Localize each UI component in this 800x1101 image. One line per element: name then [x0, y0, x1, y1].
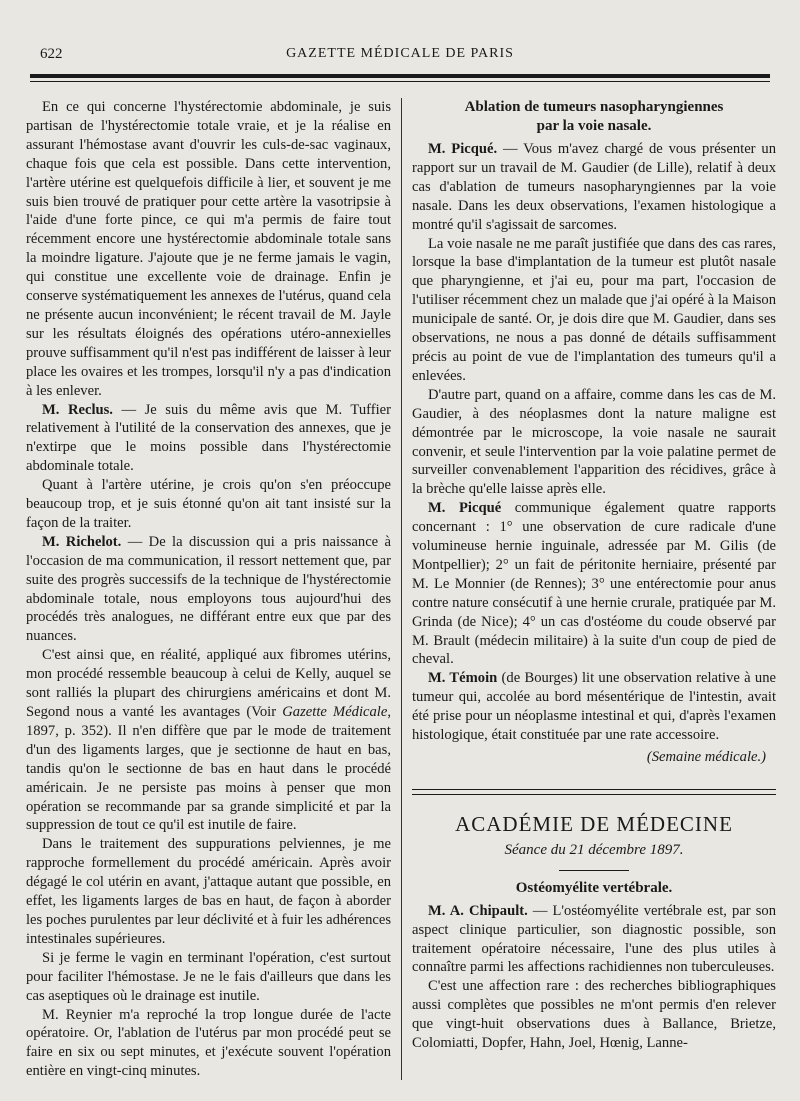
paragraph-text: — De la discussion qui a pris naissance à l'occasion de ma communication, il ressort nettement que, par suite des progrès successifs de la technique de l'hystérectomie abdominale totale, nous employons tous aujourd'hui des procédés très analogues, ne différant entre eux que par des nuances. — [26, 533, 391, 645]
source-citation: (Semaine médicale.) — [646, 749, 766, 765]
speaker-name: M. A. Chipault. — [428, 902, 528, 919]
article-title: Ostéomyélite vertébrale. — [515, 879, 673, 896]
paragraph-text: — L'ostéomyélite vertébrale est, par son aspect clinique particulier, son diagnostic possible, son traitement opératoire nécessaire, l'une des plus utiles à connaître parmi les affections rachidiennes non tuberculeuses. — [412, 902, 777, 976]
paragraph: M. Reynier m'a reproché la trop longue durée de l'acte opératoire. Or, l'ablation de l'utérus par mon procédé peut se faire en six ou sept minutes, et j'exécute souvent l'opération entière en vingt-cinq minutes. — [26, 1006, 391, 1080]
journal-citation: Gazette Médicale — [282, 704, 388, 720]
paragraph: En ce qui concerne l'hystérectomie abdominale, je suis partisan de l'hystérectomie totale vraie, et je la réalise en assurant l'hémostase avant d'ouvrir les culs-de-sac vaginaux, chaque fois que cela est possible. Dans cette intervention, l'artère utérine est quelquefois difficile à lier, et souvent je me suis bien trouvé de pratiquer pour cette artère la vasotripsie à l'aide d'une forte pince, ce qui m'a permis de faire tout récemment encore une hystérectomie abdominale totale sans la moindre ligature. J'ajoute que je ne ferme jamais le vagin, qui constitue une excellente voie de drainage. Enfin je conserve systématiquement les annexes de l'utérus, quand cela ne présente aucun inconvénient; le récent travail de M. Jayle sur les résultats éloignés des opérations utéro-annexielles prouve suffisamment qu'il n'est pas indifférent de laisser à leur place les ovaires et les trompes, lorsqu'il n'y a pas d'indication à les enlever. — [26, 99, 392, 399]
paragraph-text: — Je suis du même avis que M. Tuffier relativement à l'utilité de la conservation des annexes, que je n'extirpe que le moins possible dans l'hystérectomie abdominale totale. — [26, 401, 391, 475]
header-rule — [30, 74, 770, 78]
short-divider — [559, 870, 629, 871]
running-title: GAZETTE MÉDICALE DE PARIS — [286, 46, 514, 61]
paragraph-text: C'est ainsi que, en réalité, appliqué aux fibromes utérins, mon procédé ressemble beaucoup à celui de Kelly, auquel se sont ralliés la plupart des chirurgiens américains et dont M. Segond nous a vanté les avantages (Voir — [26, 647, 391, 720]
speaker-name: M. Picqué. — [428, 141, 498, 157]
header-rule-thin — [30, 81, 770, 82]
paragraph-text: communique également quatre rapports concernant : 1° une observation de cure radicale d'une volumineuse hernie inguinale, adressée par M. Gilis (de Montpellier); 2° un fait de péritonite herniaire, présenté par M. Le Monnier (de Rennes); 3° une entérectomie pour anus contre nature consécutif à une hernie crurale, pratiquée par M. Grinda (de Nice); 4° un cas d'ostéome du coude observé par M. Brault (médecin militaire) à la suite d'un coup de pied de cheval. — [412, 500, 776, 668]
paragraph: C'est une affection rare : des recherches bibliographiques aussi complètes que possibles ne m'ont permis d'en relever que vingt-huit observations dues à Ballance, Brietze, Colomiatti, Dopfer, Hahn, Joel, Hœnig, Lanne- — [412, 978, 776, 1052]
paragraph — [412, 499, 776, 669]
paragraph: D'autre part, quand on a affaire, comme dans les cas de M. Gaudier, à des néoplasmes dont la nature maligne est démontrée par le microscope, la voie nasale ne saurait convenir, et seule l'intervention par la voie palatine permet de surveiller convenablement l'apparition des récidives, grâce à la brèche qu'elle laisse après elle. — [412, 386, 776, 498]
paragraph — [412, 669, 776, 745]
section-heading: ACADÉMIE DE MÉDECINE — [455, 811, 733, 836]
paragraph — [26, 533, 391, 646]
article-title — [412, 98, 776, 136]
paragraph — [26, 401, 391, 477]
speaker-name: M. Reclus. — [42, 401, 113, 418]
speaker-name: M. Picqué — [428, 500, 502, 517]
paragraph: Dans le traitement des suppurations pelviennes, je me rapproche formellement du procédé américain. Après avoir dégagé le col utérin en avant, j'attaque autant que possible, en effet, les ligaments larges de bas en haut, de façon à aborder les poches purulentes par leur déclivité et à fuir les adhérences intestinales supérieures. — [26, 836, 391, 947]
speaker-name: M. Richelot. — [42, 533, 122, 550]
speaker-name: M. Témoin — [428, 670, 498, 687]
paragraph: Quant à l'artère utérine, je crois qu'on s'en préoccupe beaucoup trop, et je suis étonné qu'on ait tant insisté sur la façon de la traiter. — [26, 477, 391, 531]
article-title-line: par la voie nasale. — [536, 118, 652, 134]
paragraph — [412, 902, 776, 978]
session-date: Séance du 21 décembre 1897. — [504, 841, 684, 858]
right-column — [412, 98, 776, 1053]
page-header — [0, 46, 800, 68]
paragraph — [26, 646, 391, 835]
section-divider — [412, 789, 776, 795]
article-title-line: Ablation de tumeurs nasopharyngiennes — [464, 99, 724, 115]
paragraph-text: (de Bourges) lit une observation relative à une tumeur qui, accolée au bord mésentérique de l'intestin, avait été prise pour un néoplasme intestinal et qui, d'après l'examen histologique, était constituée par une rate accessoire. — [412, 670, 776, 744]
paragraph-text: — Vous m'avez chargé de vous présenter un rapport sur un travail de M. Gaudier (de Lille), relatif à deux cas d'ablation de tumeurs nasopharyngiennes par la voie nasale. Dans les deux observations, l'examen histologique a montré qu'il s'agissait de sarcomes. — [412, 141, 776, 233]
paragraph — [412, 140, 776, 235]
paragraph: Si je ferme le vagin en terminant l'opération, c'est surtout pour faciliter l'hémostase. Je ne le fais d'ailleurs que dans les cas aseptiques où le drainage est inutile. — [26, 949, 391, 1004]
column-divider — [401, 98, 402, 1080]
paragraph: La voie nasale ne me paraît justifiée que dans des cas rares, lorsque la base d'implantation de la tumeur est plutôt nasale que pharyngienne, et j'ai eu, pour ma part, l'occasion de l'utiliser récemment chez un malade que j'ai opéré à la Maison municipale de santé. Or, je dois dire que M. Gaudier, dans ses observations, ne nous a pas donné de détails suffisamment précis au point de vue de l'implantation des tumeurs qu'il a enlevées. — [412, 235, 776, 384]
page-number: 622 — [40, 46, 63, 62]
left-column — [26, 98, 391, 1081]
paragraph-text: , 1897, p. 352). Il n'en diffère que par le mode de traitement d'un des ligaments larges, que je sectionne de haut en bas, tandis qu'on le sectionne de bas en haut dans le procédé américain. Je ne persiste pas moins à penser que mon opération se recommande par sa grande simplicité et par la suppression de tout ce qu'il est inutile de faire. — [26, 704, 391, 834]
